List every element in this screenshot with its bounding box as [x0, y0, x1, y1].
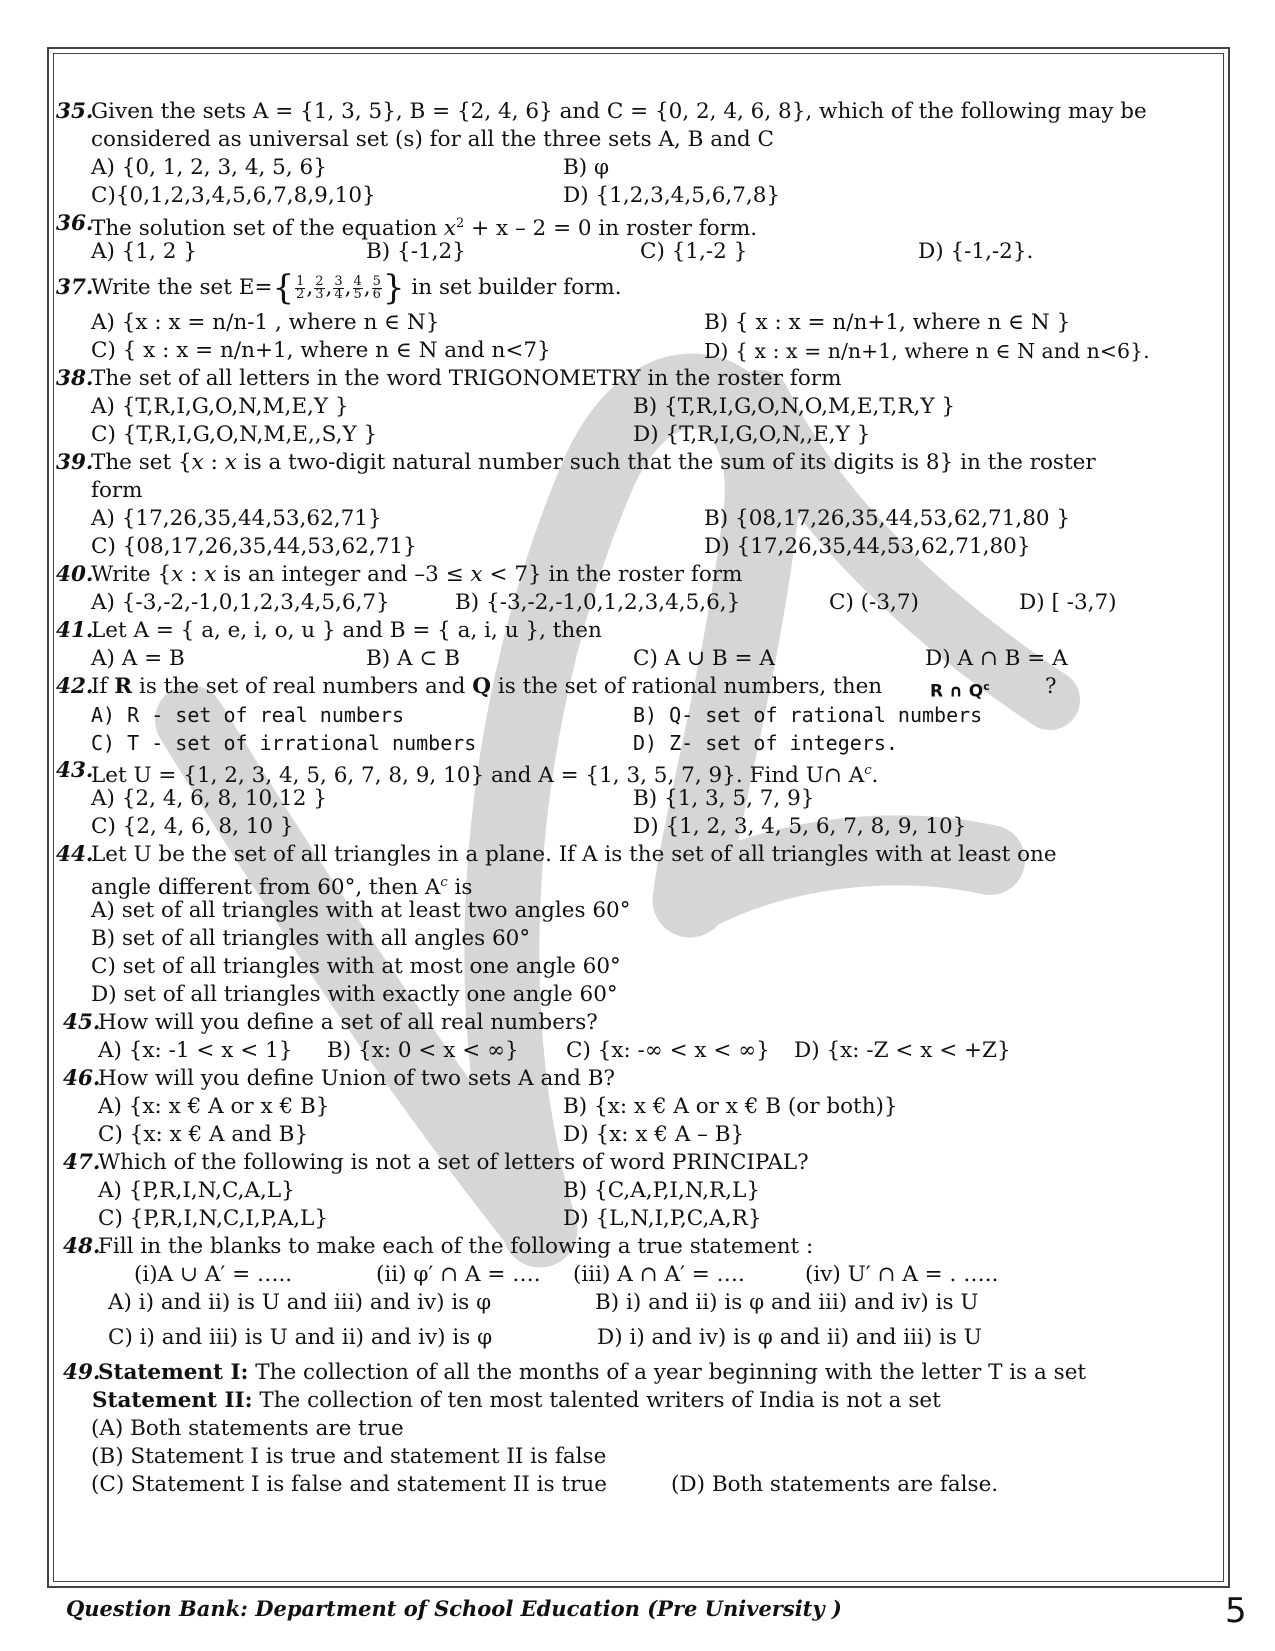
q38-option-c: C) {T,R,I,G,O,N,M,E,,S,Y } — [91, 422, 378, 447]
q36-option-a: A) {1, 2 } — [91, 239, 197, 264]
q38-option-a: A) {T,R,I,G,O,N,M,E,Y } — [91, 394, 349, 419]
q42-option-c: C) T - set of irrational numbers — [91, 731, 477, 755]
q46-option-c: C) {x: x € A and B} — [98, 1122, 309, 1147]
fraction-4: $\frac{4}{5}$ — [353, 273, 362, 302]
q39-option-c: C) {08,17,26,35,44,53,62,71} — [91, 534, 417, 559]
q48-option-c: C) i) and iii) is U and ii) and iv) is φ — [108, 1325, 493, 1350]
q41-option-c: C) A ∪ B = A — [633, 646, 775, 671]
q45-number: 45. — [63, 1010, 101, 1035]
q39-text-2: form — [91, 478, 143, 503]
fraction-3: $\frac{3}{4}$ — [334, 273, 343, 302]
q46-text: How will you define Union of two sets A and B? — [98, 1066, 616, 1091]
q43-option-a: A) {2, 4, 6, 8, 10,12 } — [91, 786, 327, 811]
q38-number: 38. — [56, 366, 94, 391]
q41-number: 41. — [56, 618, 94, 643]
q48-part-iii: (iii) A ∩ A′ = …. — [573, 1262, 745, 1287]
q35-option-b: B) φ — [563, 155, 610, 180]
q48-option-d: D) i) and iv) is φ and ii) and iii) is U — [597, 1325, 982, 1350]
q40-option-b: B) {-3,-2,-1,0,1,2,3,4,5,6,} — [455, 590, 741, 615]
q44-number: 44. — [56, 842, 94, 867]
q35-text-2: considered as universal set (s) for all the three sets A, B and C — [91, 127, 774, 152]
fraction-1: $\frac{1}{2}$ — [296, 273, 305, 302]
q36-option-c: C) {1,-2 } — [640, 239, 748, 264]
q41-option-d: D) A ∩ B = A — [925, 646, 1068, 671]
q48-text: Fill in the blanks to make each of the following a true statement : — [98, 1234, 814, 1259]
q44-option-c: C) set of all triangles with at most one angle 60° — [91, 954, 621, 979]
q49-statement-1: Statement I: The collection of all the months of a year beginning with the letter T is a set — [98, 1360, 1087, 1385]
q37-number: 37. — [56, 275, 94, 300]
q47-option-a: A) {P,R,I,N,C,A,L} — [98, 1178, 295, 1203]
page-number: 5 — [1225, 1591, 1247, 1631]
q42-option-b: B) Q- set of rational numbers — [633, 703, 983, 727]
q37-option-c: C) { x : x = n/n+1, where n ∈ N and n<7} — [91, 338, 551, 363]
q36-text: The solution set of the equation $x^2 + x - 2 = 0$ in roster form. — [91, 216, 758, 242]
q48-option-a: A) i) and ii) is U and iii) and iv) is φ — [108, 1290, 492, 1315]
q38-text: The set of all letters in the word TRIGONOMETRY in the roster form — [91, 366, 842, 391]
q47-text: Which of the following is not a set of letters of word PRINCIPAL? — [98, 1150, 809, 1175]
q39-option-a: A) {17,26,35,44,53,62,71} — [91, 506, 382, 531]
q48-number: 48. — [63, 1234, 101, 1259]
q35-option-c: C){0,1,2,3,4,5,6,7,8,9,10} — [91, 183, 376, 208]
q44-option-d: D) set of all triangles with exactly one angle 60° — [91, 982, 618, 1007]
q46-option-d: D) {x: x € A – B} — [563, 1122, 745, 1147]
q44-option-a: A) set of all triangles with at least two angles 60° — [91, 898, 631, 923]
q36-option-b: B) {-1,2} — [366, 239, 466, 264]
q38-option-d: D) {T,R,I,G,O,N,,E,Y } — [633, 422, 871, 447]
q48-option-b: B) i) and ii) is φ and iii) and iv) is U — [595, 1290, 979, 1315]
q37-option-b: B) { x : x = n/n+1, where n ∈ N } — [704, 310, 1071, 335]
fraction-5: $\frac{5}{6}$ — [372, 273, 381, 302]
q35-option-a: A) {0, 1, 2, 3, 4, 5, 6} — [91, 155, 327, 180]
q39-option-b: B) {08,17,26,35,44,53,62,71,80 } — [704, 506, 1071, 531]
q49-statement-2: Statement II: The collection of ten most talented writers of India is not a set — [92, 1388, 941, 1413]
q48-part-i: (i)A ∪ A′ = ….. — [134, 1262, 293, 1287]
q44-option-b: B) set of all triangles with all angles 60° — [91, 926, 531, 951]
q43-text: Let U = {1, 2, 3, 4, 5, 6, 7, 8, 9, 10} and A = {1, 3, 5, 7, 9}. Find U∩ $A^c$. — [91, 763, 879, 789]
q41-option-a: A) A = B — [91, 646, 185, 671]
q35-option-d: D) {1,2,3,4,5,6,7,8} — [563, 183, 781, 208]
q42-option-d: D) Z- set of integers. — [633, 731, 898, 755]
q45-text: How will you define a set of all real numbers? — [98, 1010, 598, 1035]
q49-option-a: (A) Both statements are true — [91, 1416, 404, 1441]
q42-number: 42. — [56, 674, 94, 699]
q49-number: 49. — [63, 1360, 101, 1385]
q48-part-ii: (ii) φ′ ∩ A = …. — [376, 1262, 541, 1287]
q46-option-a: A) {x: x € A or x € B} — [98, 1094, 330, 1119]
q43-option-c: C) {2, 4, 6, 8, 10 } — [91, 814, 294, 839]
q40-text: Write {x : x is an integer and –3 ≤ x < 7} in the roster form — [91, 562, 743, 587]
q47-option-d: D) {L,N,I,P,C,A,R} — [563, 1206, 762, 1231]
q35-text-1: Given the sets A = {1, 3, 5}, B = {2, 4, 6} and C = {0, 2, 4, 6, 8}, which of the following may be — [91, 99, 1147, 124]
q41-text: Let A = { a, e, i, o, u } and B = { a, i, u }, then — [91, 618, 602, 643]
q39-option-d: D) {17,26,35,44,53,62,71,80} — [704, 534, 1031, 559]
q42-expression: R ∩ $Q^c$ — [930, 680, 990, 702]
q37-text: Write the set E={ $\frac{1}{2}$ , $\frac{2}{3}$ , $\frac{3}{4}$ , $\frac{4}{5}$ , $\frac{5}{6}$ } in set builder form. — [91, 268, 622, 308]
q47-option-b: B) {C,A,P,I,N,R,L} — [563, 1178, 761, 1203]
q43-number: 43. — [56, 758, 94, 783]
q46-number: 46. — [63, 1066, 101, 1091]
q40-option-c: C) (-3,7) — [829, 590, 919, 615]
q36-option-d: D) {-1,-2}. — [918, 239, 1034, 264]
q44-text-2: angle different from 60°, then $A^c$ is — [91, 875, 473, 901]
q40-option-d: D) [ -3,7) — [1019, 590, 1117, 615]
q49-option-c: (C) Statement I is false and statement II is true — [91, 1472, 607, 1497]
q48-part-iv: (iv) U′ ∩ A = . ….. — [805, 1262, 999, 1287]
q40-option-a: A) {-3,-2,-1,0,1,2,3,4,5,6,7} — [91, 590, 390, 615]
q43-option-d: D) {1, 2, 3, 4, 5, 6, 7, 8, 9, 10} — [633, 814, 967, 839]
q41-option-b: B) A ⊂ B — [366, 646, 461, 671]
q39-number: 39. — [56, 450, 94, 475]
q46-option-b: B) {x: x € A or x € B (or both)} — [563, 1094, 898, 1119]
q42-text: If R is the set of real numbers and Q is the set of rational numbers, then — [91, 674, 883, 699]
q47-number: 47. — [63, 1150, 101, 1175]
q45-option-c: C) {x: -∞ < x < ∞} — [566, 1038, 770, 1063]
q37-option-d: D) { x : x = n/n+1, where n ∈ N and n<6}. — [704, 339, 1150, 363]
q49-option-d: (D) Both statements are false. — [671, 1472, 999, 1497]
q37-option-a: A) {x : x = n/n-1 , where n ∈ N} — [91, 310, 440, 335]
q40-number: 40. — [56, 562, 94, 587]
q49-option-b: (B) Statement I is true and statement II is false — [91, 1444, 607, 1469]
q43-option-b: B) {1, 3, 5, 7, 9} — [633, 786, 815, 811]
q38-option-b: B) {T,R,I,G,O,N,O,M,E,T,R,Y } — [633, 394, 956, 419]
q42-question-mark: ? — [1045, 674, 1057, 699]
q45-option-b: B) {x: 0 < x < ∞} — [327, 1038, 519, 1063]
q44-text-1: Let U be the set of all triangles in a plane. If A is the set of all triangles with at least one — [91, 842, 1057, 867]
q36-number: 36. — [56, 211, 94, 236]
q42-option-a: A) R - set of real numbers — [91, 703, 405, 727]
q35-number: 35. — [56, 99, 94, 124]
q39-text: The set {x : x is a two-digit natural number such that the sum of its digits is 8} in the roster — [91, 450, 1096, 475]
q45-option-a: A) {x: -1 < x < 1} — [98, 1038, 293, 1063]
footer-text: Question Bank: Department of School Education (Pre University ) — [66, 1596, 842, 1621]
fraction-2: $\frac{2}{3}$ — [315, 273, 324, 302]
q45-option-d: D) {x: -Z < x < +Z} — [794, 1038, 1011, 1063]
q47-option-c: C) {P,R,I,N,C,I,P,A,L} — [98, 1206, 329, 1231]
